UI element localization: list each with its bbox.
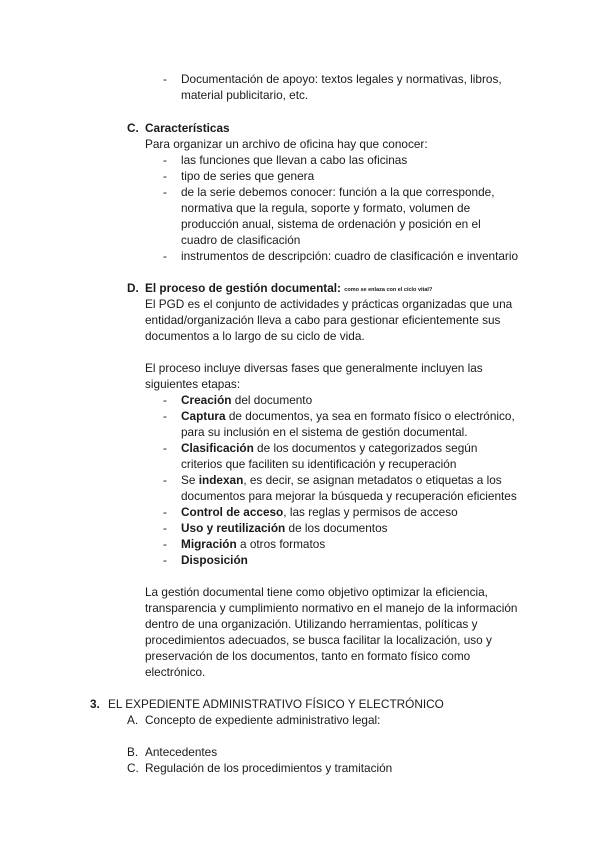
subsection-title: Antecedentes	[145, 745, 218, 759]
list-item	[181, 473, 502, 487]
section-c-title: Características	[145, 121, 230, 135]
section-d-heading	[145, 281, 432, 297]
section-d-letter: D.	[127, 281, 139, 295]
paragraph-line: siguientes etapas:	[145, 377, 241, 391]
list-item-text: , las reglas y permisos de acceso	[283, 505, 458, 519]
paragraph-line: El proceso incluye diversas fases que generalmente incluyen las	[145, 361, 483, 375]
list-item-line: para su inclusión en el sistema de gestión documental.	[181, 425, 468, 439]
list-item-text: a otros formatos	[236, 537, 326, 551]
list-dash: -	[163, 153, 167, 167]
list-dash: -	[163, 521, 167, 535]
list-dash: -	[163, 169, 167, 183]
list-item-text: del documento	[231, 393, 313, 407]
list-item-line: instrumentos de descripción: cuadro de clasificación e inventario	[181, 249, 519, 263]
list-item-bold: Captura	[181, 409, 226, 423]
list-item-bold: indexan	[198, 473, 244, 487]
list-item-line: documentos para mejorar la búsqueda y recuperación eficientes	[181, 489, 517, 503]
subsection-title: Regulación de los procedimientos y tramitación	[145, 761, 393, 775]
list-item-line: cuadro de clasificación	[181, 233, 301, 247]
list-item	[181, 393, 312, 407]
list-item-text: de los documentos y categorizados según	[253, 441, 478, 455]
list-item-line: tipo de series que genera	[181, 169, 315, 183]
list-dash: -	[163, 185, 167, 199]
list-item-bold: Disposición	[181, 553, 248, 567]
list-item-bold: Creación	[181, 393, 232, 407]
list-dash: -	[163, 441, 167, 455]
list-item-line: criterios que faciliten su identificación y recuperación	[181, 457, 457, 471]
list-item-bold: Control de acceso	[181, 505, 284, 519]
list-item-line: normativa que la regula, soporte y formato, volumen de	[181, 201, 471, 215]
section-c-letter: C.	[127, 121, 139, 135]
subsection-letter: B.	[127, 745, 139, 759]
list-item-line: las funciones que llevan a cabo las oficinas	[181, 153, 408, 167]
list-item	[181, 505, 458, 519]
subsection-letter: A.	[127, 713, 139, 727]
list-item	[181, 441, 477, 455]
list-item-prefix: Se	[181, 473, 199, 487]
list-item	[181, 553, 248, 567]
list-item-line: Documentación de apoyo: textos legales y normativas, libros,	[181, 72, 502, 86]
list-item	[181, 537, 325, 551]
paragraph-line: documentos a lo largo de su ciclo de vida.	[145, 329, 365, 343]
list-item-text: de los documentos	[285, 521, 388, 535]
list-item	[181, 521, 388, 535]
list-item-line: material publicitario, etc.	[181, 88, 309, 102]
list-item-line: de la serie debemos conocer: función a la que corresponde,	[181, 185, 495, 199]
subsection-letter: C.	[127, 761, 139, 775]
list-item-bold: Migración	[181, 537, 237, 551]
list-dash: -	[163, 553, 167, 567]
paragraph-line: dentro de una organización. Utilizando herramientas, políticas y	[145, 617, 478, 631]
list-item-bold: Clasificación	[181, 441, 254, 455]
subsection-title: Concepto de expediente administrativo legal:	[145, 713, 381, 727]
paragraph-line: transparencia y cumplimiento normativo en el manejo de la información	[145, 601, 518, 615]
list-dash: -	[163, 473, 167, 487]
section-d-title-note: como se enlaza con el ciclo vital?	[344, 287, 433, 293]
list-item-text: , es decir, se asignan metadatos o etiquetas a los	[243, 473, 502, 487]
paragraph-line: electrónico.	[145, 665, 206, 679]
list-dash: -	[163, 393, 167, 407]
paragraph-line: La gestión documental tiene como objetivo optimizar la eficiencia,	[145, 585, 488, 599]
list-dash: -	[163, 537, 167, 551]
section-c-intro: Para organizar un archivo de oficina hay que conocer:	[145, 137, 428, 151]
section-3-title: EL EXPEDIENTE ADMINISTRATIVO FÍSICO Y ELECTRÓNICO	[108, 697, 444, 711]
section-3-number: 3.	[90, 697, 100, 711]
list-dash: -	[163, 409, 167, 423]
list-dash: -	[163, 505, 167, 519]
list-item	[181, 409, 515, 423]
paragraph-line: El PGD es el conjunto de actividades y prácticas organizadas que una	[145, 297, 513, 311]
paragraph-line: procedimientos adecuados, se busca facilitar la localización, uso y	[145, 633, 492, 647]
paragraph-line: preservación de los documentos, tanto en formato físico como	[145, 649, 471, 663]
list-item-text: de documentos, ya sea en formato físico o electrónico,	[225, 409, 515, 423]
list-dash: -	[163, 72, 167, 86]
list-item-bold: Uso y reutilización	[181, 521, 286, 535]
list-dash: -	[163, 249, 167, 263]
list-item-line: producción anual, sistema de ordenación y posición en el	[181, 217, 481, 231]
paragraph-line: entidad/organización lleva a cabo para gestionar eficientemente sus	[145, 313, 501, 327]
section-d-title: El proceso de gestión documental:	[145, 281, 341, 295]
